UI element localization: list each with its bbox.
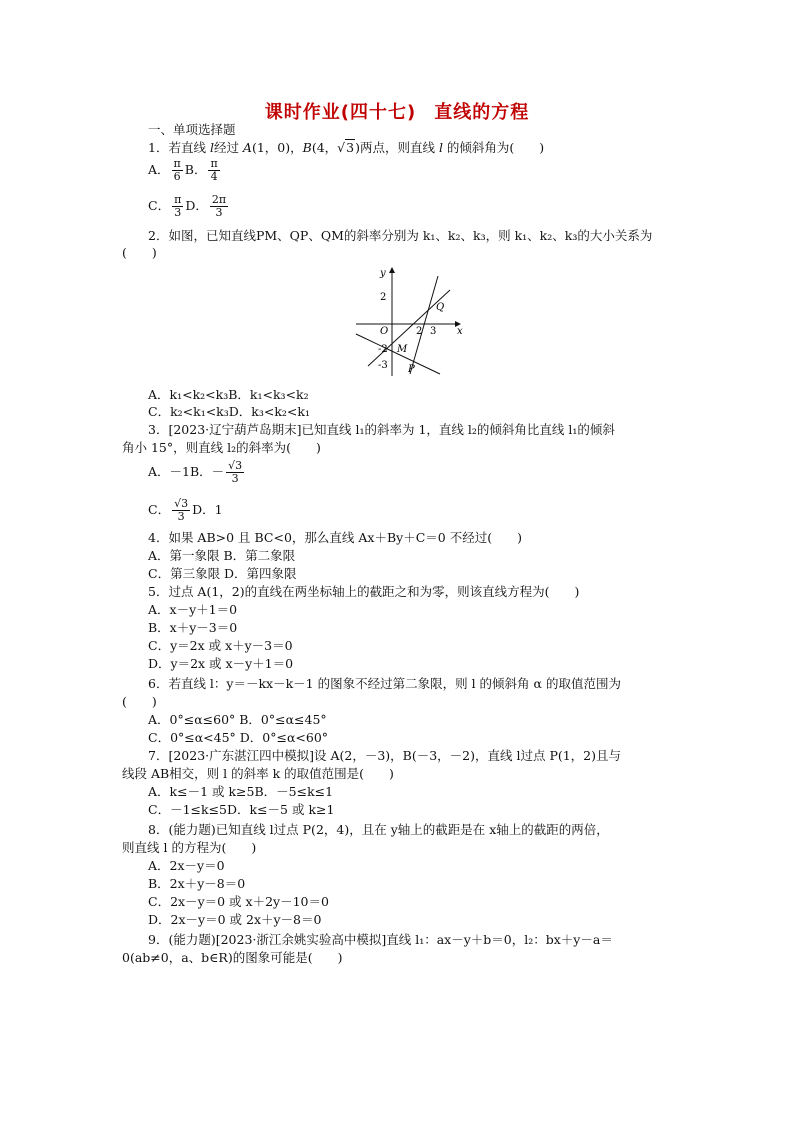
q6-stem-2: ( ) [122, 694, 157, 709]
q3-options-ab: A．－1B．－ $\frac{√3}{3}$ [148, 459, 243, 485]
label-x3: 3 [430, 326, 437, 337]
section-heading: 一、单项选择题 [148, 122, 236, 137]
q4-options-cd: C．第三象限 D．第四象限 [148, 566, 297, 581]
q2-paren: ( ) [122, 245, 157, 260]
q8-option-a: A．2x－y＝0 [148, 858, 225, 873]
q8-option-d: D．2x－y＝0 或 2x＋y－8＝0 [148, 912, 322, 927]
q2-stem: 2．如图，已知直线PM、QP、QM的斜率分别为 k₁、k₂、k₃，则 k₁、k₂、k₃的大小关系为 [148, 228, 653, 243]
q8-stem-2: 则直线 l 的方程为( ) [122, 840, 257, 855]
label-P: P [408, 364, 415, 375]
q5-option-c: C．y＝2x 或 x＋y－3＝0 [148, 638, 293, 653]
line-qp [410, 276, 438, 374]
q8-option-c: C．2x－y＝0 或 x＋2y－10＝0 [148, 894, 329, 909]
q3-stem-1: 3．[2023·辽宁葫芦岛期末]已知直线 l₁的斜率为 1，直线 l₂的倾斜角比直线 l₁的倾斜 [148, 422, 615, 437]
q5-option-a: A．x－y＋1＝0 [148, 602, 238, 617]
page-title [0, 98, 794, 124]
q3-options-cd: C． $\frac{√3}{3}$ D．1 [148, 497, 223, 523]
q2-options-ab: A．k₁<k₂<k₃B．k₁<k₃<k₂ [148, 387, 309, 402]
q1-stem: 1．若直线 l经过 A(1，0)，B(4，√3)两点，则直线 l 的倾斜角为( ) [148, 140, 545, 155]
title-main: 课时作业(四十七) [264, 102, 417, 123]
label-x: x [457, 326, 463, 337]
label-x2: 2 [416, 326, 423, 337]
q7-options-ab: A．k≤－1 或 k≥5B．－5≤k≤1 [148, 784, 334, 799]
q6-options-cd: C．0°≤α<45° D．0°≤α<60° [148, 730, 329, 745]
q8-stem-1: 8．(能力题)已知直线 l过点 P(2，4)，且在 y轴上的截距是在 x轴上的截距的两倍， [148, 822, 609, 837]
title-sub: 直线的方程 [434, 102, 530, 123]
label-yneg3: -3 [378, 360, 388, 371]
q5-option-b: B．x＋y－3＝0 [148, 620, 238, 635]
label-Q: Q [436, 302, 445, 313]
label-y2: 2 [380, 292, 387, 303]
q2-options-cd: C．k₂<k₁<k₃D．k₃<k₂<k₁ [148, 404, 310, 419]
q6-options-ab: A．0°≤α≤60° B．0°≤α≤45° [148, 712, 327, 727]
q8-option-b: B．2x＋y－8＝0 [148, 876, 246, 891]
q6-stem-1: 6．若直线 l：y＝－kx－k－1 的图象不经过第二象限，则 l 的倾斜角 α 的取值范围为 [148, 676, 621, 691]
q9-stem-1: 9．(能力题)[2023·浙江余姚实验高中模拟]直线 l₁：ax－y＋b＝0，l₂：bx＋y－a＝ [148, 932, 613, 947]
q7-stem-1: 7．[2023·广东湛江四中模拟]设 A(2，－3)，B(－3，－2)，直线 l过点 P(1，2)且与 [148, 748, 622, 763]
q5-stem: 5．过点 A(1，2)的直线在两坐标轴上的截距之和为零，则该直线方程为( ) [148, 584, 580, 599]
q3-stem-2: 角小 15°，则直线 l₂的斜率为( ) [122, 440, 321, 455]
q4-stem: 4．如果 AB>0 且 BC<0，那么直线 Ax＋By＋C＝0 不经过( ) [148, 530, 522, 545]
q5-option-d: D．y＝2x 或 x－y＋1＝0 [148, 656, 294, 671]
label-M: M [397, 344, 408, 355]
label-y: y [380, 268, 386, 279]
q1-options-cd: C． $\frac{\pi}{3}$ D． $\frac{2\pi}{3}$ [148, 193, 227, 219]
q9-stem-2: 0(ab≠0，a、b∈R)的图象可能是( ) [122, 950, 343, 965]
q4-options-ab: A．第一象限 B．第二象限 [148, 548, 296, 563]
label-yneg2: -2 [378, 344, 388, 355]
q7-options-cd: C．－1≤k≤5D．k≤－5 或 k≥1 [148, 802, 335, 817]
q1-options-ab: A． $\frac{\pi}{6}$ B． $\frac{\pi}{4}$ [148, 157, 218, 183]
label-origin: O [380, 326, 389, 337]
q2-figure [350, 262, 470, 380]
q7-stem-2: 线段 AB相交，则 l 的斜率 k 的取值范围是( ) [122, 766, 394, 781]
